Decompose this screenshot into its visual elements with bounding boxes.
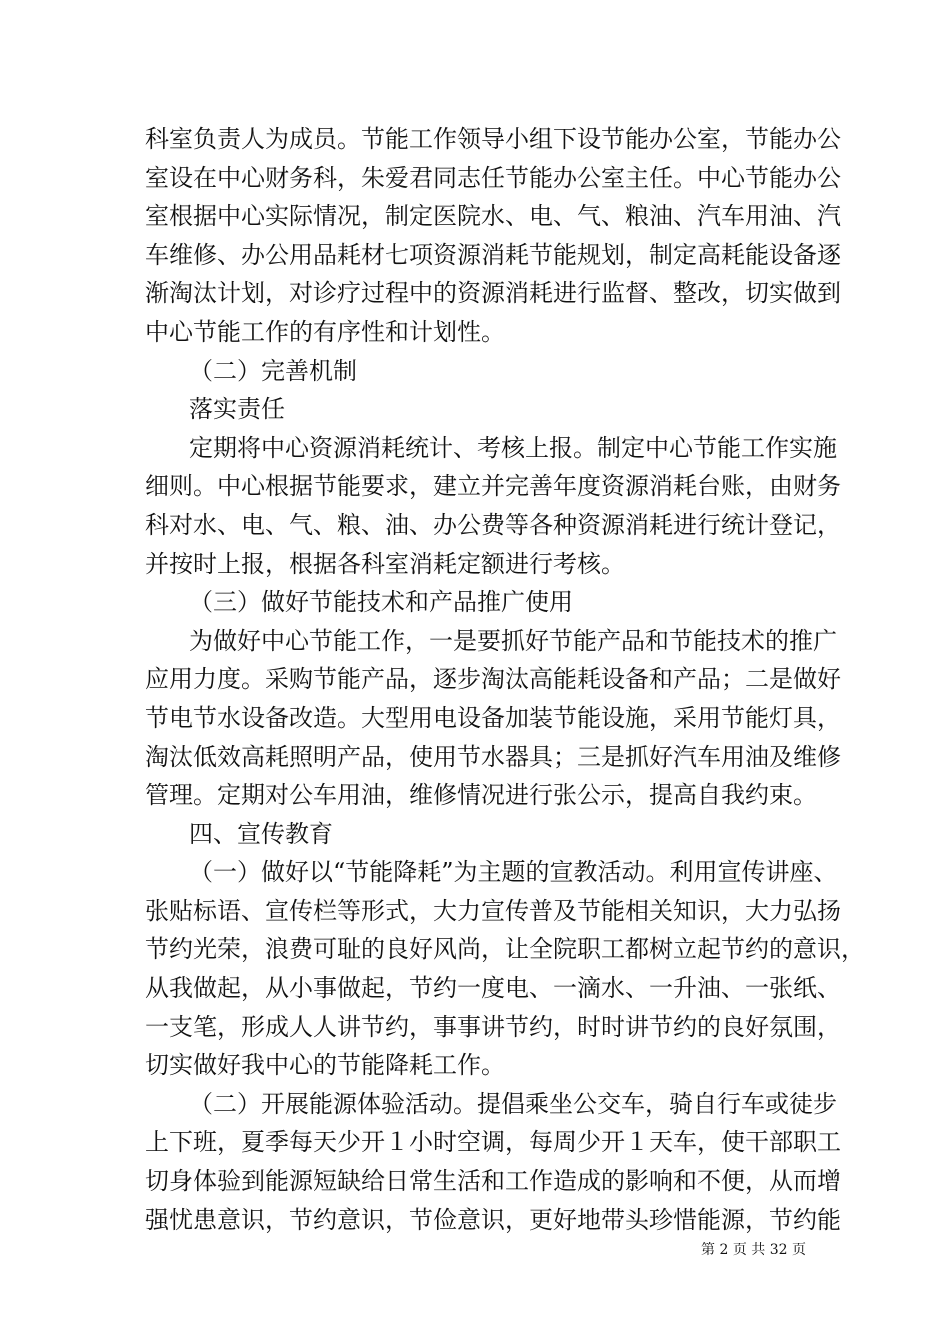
paragraph-line: 为做好中心节能工作，一是要抓好节能产品和节能技术的推广	[189, 626, 837, 655]
paragraph-line: 室设在中心财务科，朱爱君同志任节能办公室主任。中心节能办公	[145, 163, 841, 192]
paragraph-line: 切实做好我中心的节能降耗工作。	[145, 1051, 505, 1080]
document-body	[145, 120, 865, 1239]
section-heading: 落实责任	[189, 395, 285, 424]
paragraph-line: 细则。中心根据节能要求，建立并完善年度资源消耗台账，由财务	[145, 472, 841, 501]
paragraph-line: 应用力度。采购节能产品，逐步淘汰高能耗设备和产品；二是做好	[145, 665, 841, 694]
paragraph-line: 中心节能工作的有序性和计划性。	[145, 317, 505, 346]
paragraph-line: 科室负责人为成员。节能工作领导小组下设节能办公室，节能办公	[145, 125, 841, 153]
paragraph-line: 管理。定期对公车用油，维修情况进行张公示，提高自我约束。	[145, 781, 817, 810]
paragraph-line: 节电节水设备改造。大型用电设备加装节能设施，采用节能灯具，	[145, 703, 841, 732]
paragraph-line: 淘汰低效高耗照明产品，使用节水器具；三是抓好汽车用油及维修	[145, 742, 841, 771]
paragraph-line: 从我做起，从小事做起，节约一度电、一滴水、一升油、一张纸、	[145, 974, 841, 1003]
paragraph-line: 科对水、电、气、粮、油、办公费等各种资源消耗进行统计登记，	[145, 510, 841, 539]
paragraph-line: （一）做好以“节能降耗”为主题的宣教活动。利用宣传讲座、	[189, 858, 838, 887]
paragraph-line: 节约光荣，浪费可耻的良好风尚，让全院职工都树立起节约的意识，	[145, 935, 865, 964]
paragraph-line: 张贴标语、宣传栏等形式，大力宣传普及节能相关知识，大力弘扬	[145, 896, 841, 925]
paragraph-line: （二）开展能源体验活动。提倡乘坐公交车，骑自行车或徒步	[189, 1089, 837, 1118]
paragraph-line: 车维修、办公用品耗材七项资源消耗节能规划，制定高耗能设备逐	[145, 240, 841, 269]
paragraph-line: 切身体验到能源短缺给日常生活和工作造成的影响和不便，从而增	[145, 1167, 841, 1196]
paragraph-line: 上下班，夏季每天少开１小时空调，每周少开１天车，使干部职工	[145, 1128, 841, 1157]
section-heading: 四、宣传教育	[189, 819, 333, 848]
paragraph-line: 一支笔，形成人人讲节约，事事讲节约，时时讲节约的良好氛围，	[145, 1012, 841, 1041]
paragraph-line: 并按时上报，根据各科室消耗定额进行考核。	[145, 549, 625, 578]
paragraph-line: 强忧患意识，节约意识，节俭意识，更好地带头珍惜能源，节约能	[145, 1205, 841, 1234]
paragraph-line: 定期将中心资源消耗统计、考核上报。制定中心节能工作实施	[189, 433, 837, 462]
paragraph-line: 渐淘汰计划，对诊疗过程中的资源消耗进行监督、整改，切实做到	[145, 279, 841, 308]
section-heading: （二）完善机制	[189, 356, 357, 385]
page-number-footer: 第 2 页 共 32 页	[701, 1242, 806, 1258]
section-heading: （三）做好节能技术和产品推广使用	[189, 588, 573, 617]
paragraph-line: 室根据中心实际情况，制定医院水、电、气、粮油、汽车用油、汽	[145, 202, 841, 231]
